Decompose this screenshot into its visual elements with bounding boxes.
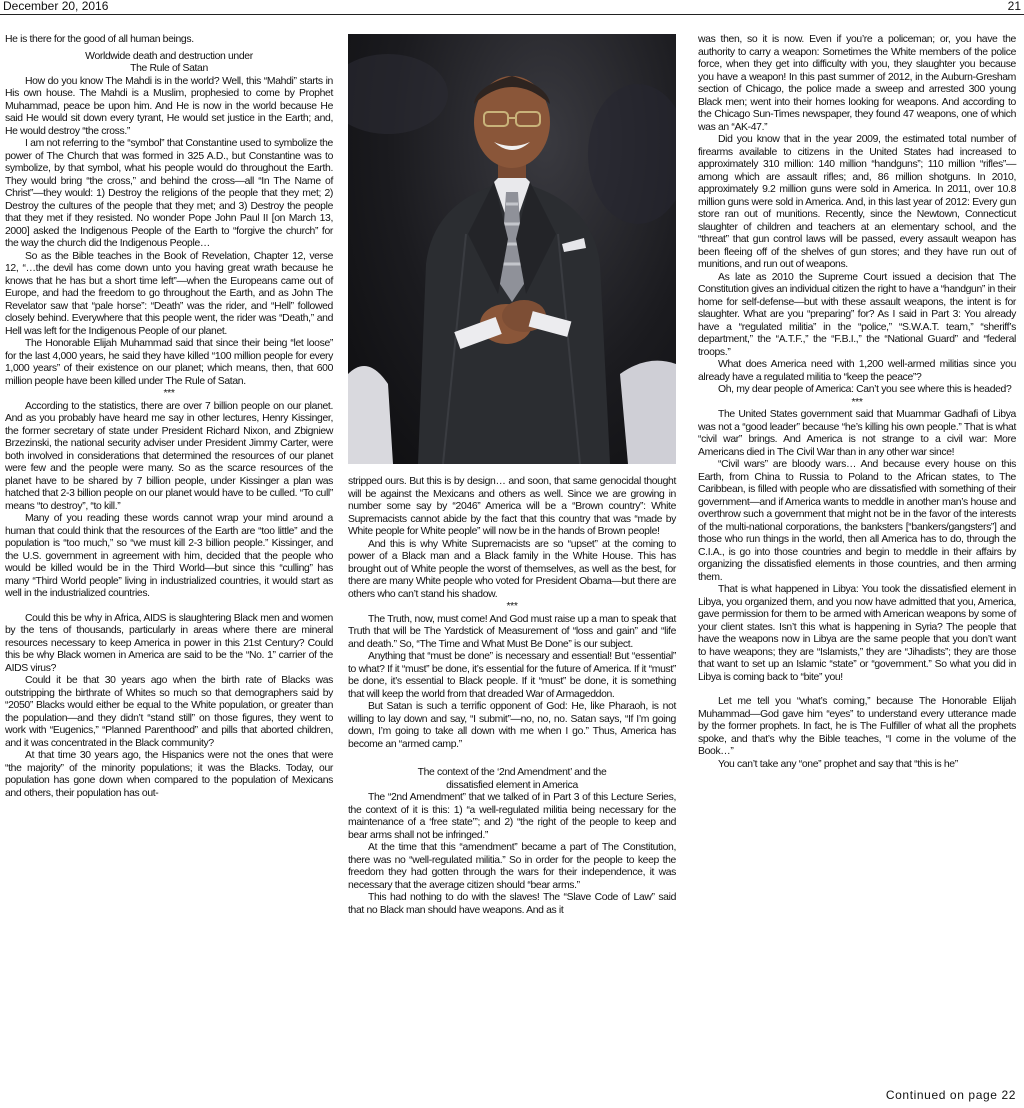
paragraph: As late as 2010 the Supreme Court issued a decision that The Constitution gives an individual citizen the right to have a “handgun” in their home for self-defense—but with these assault weapons, the intent is for slaughter. What are you “preparing” for? As I said in Part 3: You already have a “regulated militia” in the “police,” “S.W.A.T. team,” “sheriff’s department,” the “A.T.F.,” the “F.B.I.,” the “National Guard” and “federal troops.”	[698, 271, 1016, 358]
paragraph: The “2nd Amendment” that we talked of in Part 3 of this Lecture Series, the context of it is this: 1) “a well-regulated militia being necessary for the maintenance of a ‘free state’”; and 2) “the right of the people to keep and bear arms shall not be infringed.”	[348, 792, 676, 841]
paragraph: Could this be why in Africa, AIDS is slaughtering Black men and women by the tens of thousands, particularly in areas where there are mineral resources necessary to keep America in power in this 21st Century? Could this be why Black women in America are said to be the “No. 1” carrier of the AIDS virus?	[5, 612, 333, 674]
paragraph: I am not referring to the “symbol” that Constantine used to symbolize the power of The Church that was formed in 325 A.D., but Constantine was to symbolize, by that symbol, what his people would do throughout the Earth. They would bring “the cross,” and behind the cross—all “In The Name of Christ”—they would: 1) Destroy the religions of the people that they met; 2) Destroy the cultures of the people that they met; and 3) Destroy the people that they met if they resisted. No wonder Pope John Paul II [on March 13, 2000] asked the Indigenous People of the Earth to “forgive the church” for the way the church did the Indigenous People…	[5, 138, 333, 249]
paragraph: “Civil wars” are bloody wars… And because every house on this Earth, from China to Russia to Poland to the African states, to The Caribbean, is filled with people who are dissatisfied with something of their government—and if America wants to meddle in another man’s house and overthrow such a government that might not be in the favor of the interests of the multi-national corporations, the banksters [“bankers/gangsters”] and those who run things in the world, then all America has to do, through the C.I.A., is go into those countries and begin to meddle in their affairs by organizing the dissatisfied elements in those countries, and then arming them.	[698, 459, 1016, 583]
paragraph: Let me tell you “what’s coming,” because The Honorable Elijah Muhammad—God gave him “eyes” to understand every utterance made by the former prophets. In fact, he is The Fulfiller of what all the prophets spoke, and that’s why the Bible teaches, “I come in the volume of the Book…”	[698, 696, 1016, 757]
paragraph: At the time that this “amendment” became a part of The Constitution, there was no “well-regulated militia.” So in order for the people to keep the freedom they had gotten through the wars for their independence, it was necessary that the average citizen should “bear arms.”	[348, 842, 676, 891]
man-in-suit-clapping-photo	[348, 34, 676, 464]
paragraph: Anything that “must be done” is necessary and essential! But “essential” to what? If it “must” be done, it’s essential for the future of America. If it “must” be done, it’s essential to Black people. If it “must” be done, it is something that will keep the world from that dreaded War of Armageddon.	[348, 651, 676, 700]
issue-date: December 20, 2016	[3, 0, 109, 13]
section-heading: ***	[163, 388, 175, 399]
continued-on-page: Continued on page 22	[885, 1088, 1016, 1102]
paragraph: According to the statistics, there are over 7 billion people on our planet. And as you probably have heard me say in other lectures, Henry Kissinger, the former secretary of state under President Richard Nixon, and Zbigniew Brzezinski, the national security adviser under President Jimmy Carter, were both involved in considerations that determined the resources of our planet were few and the people were many. So as the scarce resources of the planet have to be shared by 7 billion people, under Kissinger a plan was hatched that 2-3 billion people on our planet would have to be culled. “To cull” means “to destroy”, “to kill.”	[5, 400, 333, 512]
paragraph: What does America need with 1,200 well-armed militias since you already have a regulated militia to “keep the peace”?	[698, 359, 1016, 383]
paragraph: How do you know The Mahdi is in the world? Well, this “Mahdi” starts in His own house. The Mahdi is a Muslim, prophesied to come by Prophet Muhammad, peace be upon him. And He is now in the world because He said He would sit down every tyrant, He would set justice in the Earth; and, He would destroy “the cross.”	[5, 75, 333, 137]
paragraph: So as the Bible teaches in the Book of Revelation, Chapter 12, verse 12, “…the devil has come down unto you having great wrath because he knows that he has but a short time left”—when the Europeans came out of Europe, and had the freedom to go throughout the Earth, and as John The Revelator saw that “pale horse”: “Death” was the rider, and “Hell” followed closely behind. Everywhere that this people went, the rider was “Death,” and Hell was left for the Indigenous People of our planet.	[5, 250, 333, 337]
page-number: 21	[1007, 0, 1021, 13]
paragraph: And this is why White Supremacists are so “upset” at the coming to power of a Black man and a Black family in the White House. This has brought out of White people the worst of themselves, as well as the best, for there are many White people who voted for President Obama—but there are others who can’t stand his shadow.	[348, 538, 676, 600]
paragraph: Many of you reading these words cannot wrap your mind around a human that could think that the resources of the Earth are “too little” and the population is “too much,” so “we must kill 2-3 billion people.” Kissinger, and the U.S. government in agreement with him, decided that the people who would be killed would be in the Third World—but since this “culling” has many “Third World people” living in industrialized countries, it would start as well in the industrialized countries.	[5, 513, 333, 599]
section-heading: dissatisfied element in America	[446, 779, 578, 791]
section-heading: ***	[851, 396, 863, 408]
article-column-2	[348, 476, 676, 917]
paragraph: At that time 30 years ago, the Hispanics were not the ones that were “the majority” of the minority populations; it was the Blacks. Today, our population has gone down when compared to the population of Mexicans and others, their population has out-	[5, 750, 333, 799]
article-column-1	[5, 34, 333, 800]
paragraph: The Honorable Elijah Muhammad said that since their being “let loose” for the last 4,000 years, he said they have killed “100 million people for every 1,000 years” of their existence on our planet; which means, then, that 600 million people have been killed under The Rule of Satan.	[5, 338, 333, 387]
paragraph: Did you know that in the year 2009, the estimated total number of firearms available to citizens in the United States had increased to approximately 310 million: 140 million “handguns”; 110 million “rifles”—among which are assault rifles; and, 86 million shotguns. In 2010, approximately 9.2 million guns were sold in America. In 2011, over 10.8 million guns were sold in America. And, in this last year of 2012: Every gun store ran out of munitions. Recently, since the Newtown, Connecticut slaughter of children and teachers at an elementary school, and the “threat” that gun control laws will be passed, every assault weapon has been fleeing off of the shelves of gun stores; and they have run out of munitions, and run out of weapons.	[698, 134, 1016, 270]
paragraph: stripped ours. But this is by design… and soon, that same genocidal thought will be against the Mexicans and others as well. Since we are growing in number some say by “2046” America will be a “Brown country”: White Supremacists cannot abide by the fact that this country that was “made by White people for White people” will now be in the hands of Brown people!	[348, 476, 676, 537]
page-header	[0, 0, 1024, 15]
paragraph: But Satan is such a terrific opponent of God: He, like Pharaoh, is not willing to lay down and say, “I submit”—no, no, no. Satan says, “If I’m going down, I’m going to take all down with me when I go.” Thus, America has become an “armed camp.”	[348, 701, 676, 750]
section-heading: The context of the ‘2nd Amendment’ and the	[417, 767, 607, 778]
paragraph-gap	[698, 684, 1016, 696]
paragraph: Oh, my dear people of America: Can’t you see where this is headed?	[718, 384, 1012, 395]
paragraph: That is what happened in Libya: You took the dissatisfied element in Libya, you organized them, and you now have admitted that you, America, gave permission for them to be armed with American weapons by some of your client states. Isn’t this what is happening in Syria? The people that have the weapons now in Libya are the same people that you don’t want to have weapons; they are “Islamists,” they are “Jihadists”; they are those that want to set up an Islamic “state” or “government.” So what you did in Libya is coming back to “bite” you!	[698, 584, 1016, 683]
paragraph-gap	[5, 601, 333, 613]
paragraph-gap	[348, 751, 676, 763]
paragraph: Could it be that 30 years ago when the birth rate of Blacks was outstripping the birthrate of Whites so much so that demographers said by “2050” Blacks would either be equal to the White population, or greater than the population—and they didn’t “stand still” on those figures, they went to work with “Eugenics,” “Planned Parenthood” and pills that aborted children, and it was concentrated in the Black community?	[5, 675, 333, 749]
paragraph: The Truth, now, must come! And God must raise up a man to speak that Truth that will be The Yardstick of Measurement of “loss and gain” and “life and death.” So, “The Time and What Must Be Done” is our subject.	[348, 613, 676, 650]
article-column-3	[698, 34, 1016, 771]
section-heading: Worldwide death and destruction under	[85, 50, 253, 62]
section-heading: The Rule of Satan	[130, 63, 208, 74]
paragraph: You can’t take any “one” prophet and say that “this is he”	[718, 758, 958, 770]
paragraph: The United States government said that Muammar Gadhafi of Libya was not a “good leader” because “he’s killing his own people.” That is what “civil war” brings. And America is not strange to a civil war: More Americans died in The Civil War than in any other war since!	[698, 409, 1016, 458]
paragraph: This had nothing to do with the slaves! The “Slave Code of Law” said that no Black man should have weapons. And as it	[348, 892, 676, 916]
section-heading: ***	[506, 601, 518, 612]
paragraph: He is there for the good of all human beings.	[5, 34, 194, 45]
paragraph: was then, so it is now. Even if you’re a policeman; or, you have the authority to carry a weapon: Sometimes the White members of the police force, when they get into difficulty with you, they slaughter you because you have a weapon! In this past summer of 2012, in the Auburn-Gresham section of Chicago, the police made a sweep and arrested 300 young Black men; went into their homes looking for weapons. And according to the Chicago Sun-Times newspaper, they found 47 weapons, one of which was an “AK-47.”	[698, 34, 1016, 133]
speaker-photo	[348, 34, 676, 464]
